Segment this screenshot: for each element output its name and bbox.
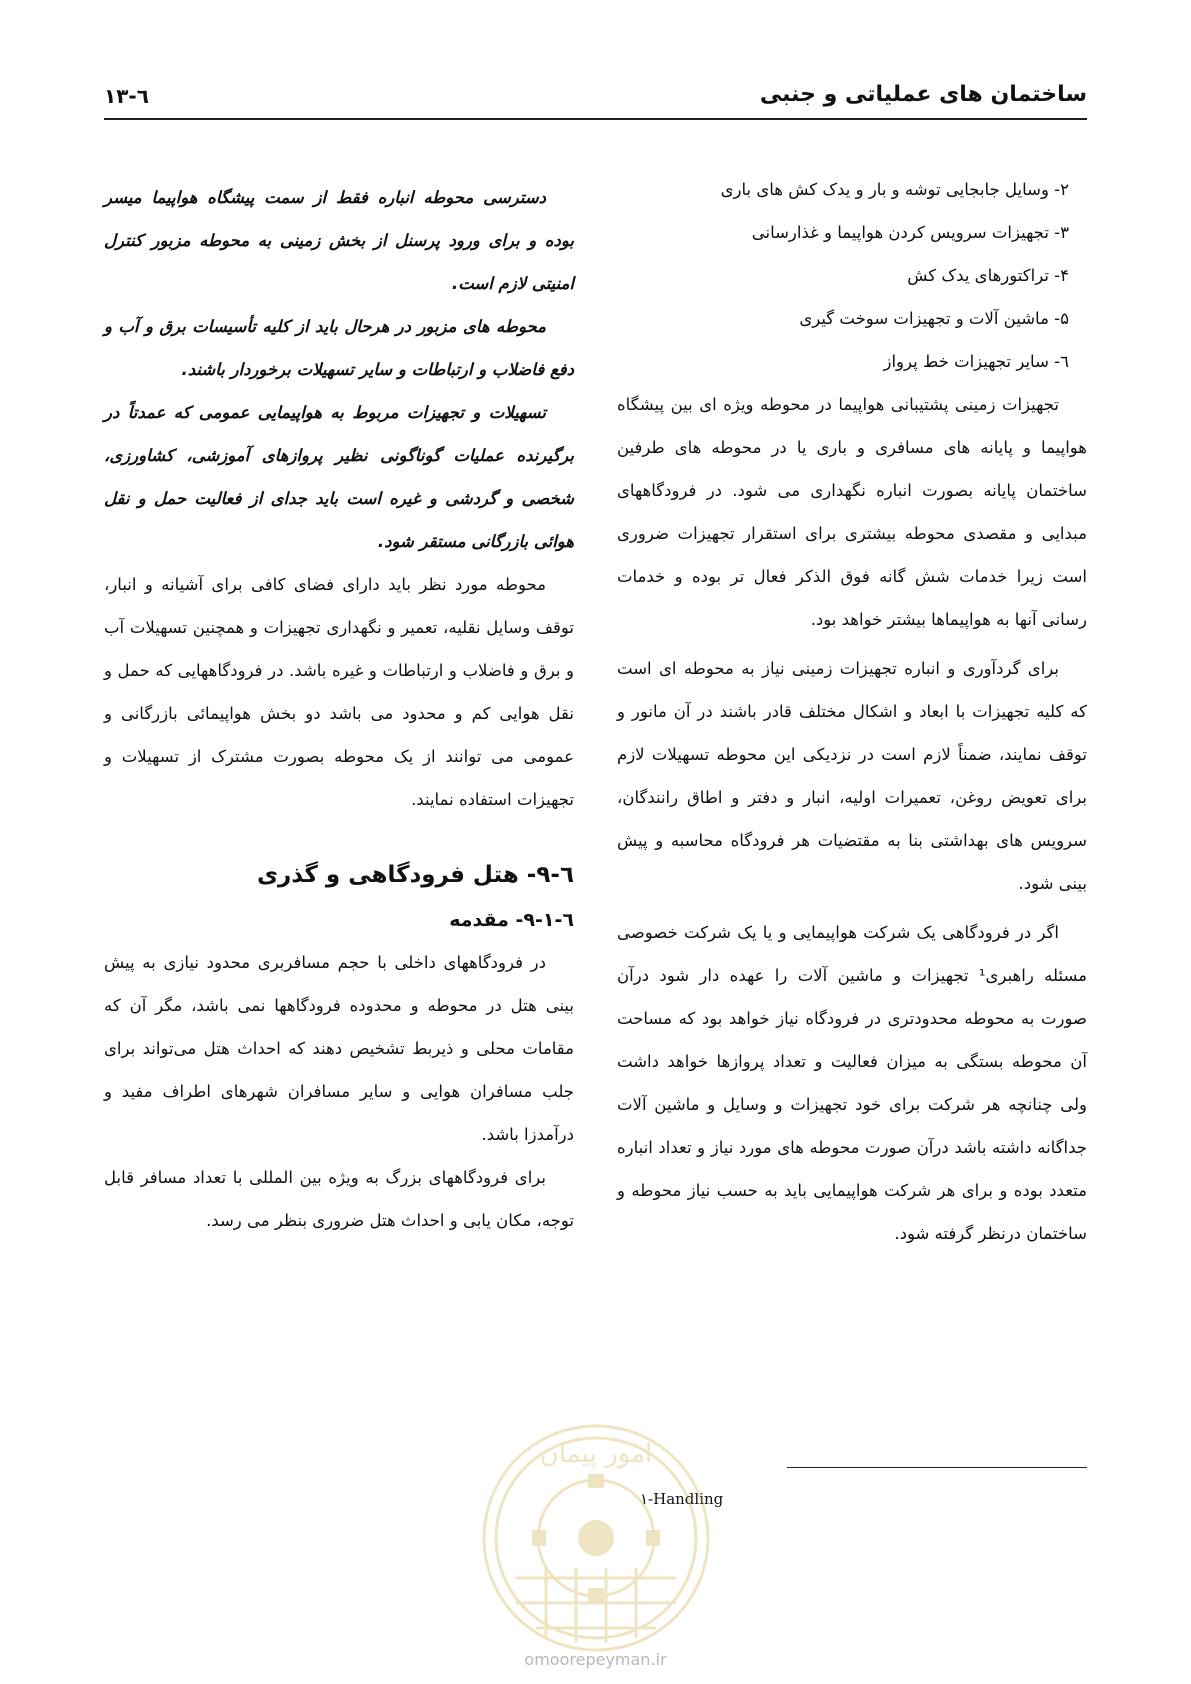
right-column: [617, 168, 1087, 1255]
italic-note: دسترسی محوطه انباره فقط از سمت پیشگاه هواپیما میسر بوده و برای ورود پرسنل از بخش زمینی به محوطه مزبور کنترل امنیتی لازم است.: [104, 188, 574, 293]
body-paragraph: برای گردآوری و انباره تجهیزات زمینی نیاز به محوطه ای است که کلیه تجهیزات با ابعاد و اشکال مختلف قادر باشند در آن مانور و توقف نمایند، ضمناً لازم است در نزدیکی این محوطه تسهیلات لازم برای تعویض روغن، تعمیرات اولیه، انبار و دفتر و اطاق رانندگان، سرویس های بهداشتی بنا به مقتضیات هر فرودگاه محاسبه و پیش بینی شود.: [617, 659, 1087, 893]
list-item: ۲- وسایل جابجایی توشه و بار و یدک کش های باری: [720, 180, 1069, 199]
list-item: ۵- ماشین آلات و تجهیزات سوخت گیری: [799, 309, 1069, 328]
watermark-text: امور پیمان: [539, 1439, 653, 1469]
body-paragraph: برای فرودگاههای بزرگ به ویژه بین المللی با تعداد مسافر قابل توجه، مکان یابی و احداث هتل ضروری بنظر می رسد.: [104, 1168, 574, 1230]
list-item: ٦- سایر تجهیزات خط پرواز: [883, 352, 1069, 371]
italic-note: محوطه های مزبور در هرحال باید از کلیه تأسیسات برق و آب و دفع فاضلاب و ارتباطات و سایر تسهیلات برخوردار باشند.: [104, 317, 574, 379]
footnote-divider: [787, 1467, 1087, 1468]
body-paragraph: اگر در فرودگاهی یک شرکت هواپیمایی و یا یک شرکت خصوصی مسئله راهبری¹ تجهیزات و ماشین آلات را عهده دار شود درآن صورت به محوطه محدودتری در فرودگاه نیاز خواهد بود که مساحت آن محوطه بستگی به میزان فعالیت و تعداد پروازها خواهد داشت ولی چنانچه هر شرکت برای خود تجهیزات و وسایل و ماشین آلات جداگانه داشته باشد درآن صورت محوطه های مورد نیاز و تعداد انباره متعدد بوده و برای هر شرکت هواپیمایی باید به حسب نیاز محوطه و ساختمان درنظر گرفته شود.: [617, 923, 1088, 1243]
chapter-title: ساختمان های عملیاتی و جنبی: [759, 82, 1087, 107]
subsection-heading: ٦-۹-۱- مقدمه: [449, 909, 574, 931]
list-item: ۳- تجهیزات سرویس کردن هواپیما و غذارسانی: [751, 223, 1069, 242]
body-paragraph: در فرودگاههای داخلی با حجم مسافربری محدود نیازی به پیش بینی هتل در محوطه و محدوده فرودگاهها نمی باشد، مگر آن که مقامات محلی و ذیربط تشخیص دهند که احداث هتل می‌تواند برای جلب مسافران هوایی و سایر مسافران شهرهای اطراف مفید و درآمدزا باشد.: [104, 953, 574, 1144]
left-column: [104, 176, 574, 1242]
footnote: ۱-Handling: [640, 1490, 724, 1508]
body-paragraph: محوطه مورد نظر باید دارای فضای کافی برای آشیانه و انبار، توقف وسایل نقلیه، تعمیر و نگهداری تجهیزات و همچنین تسهیلات آب و برق و فاضلاب و ارتباطات و غیره باشد. در فرودگاههایی که حمل و نقل هوایی کم و محدود می باشد دو بخش هواپیمائی بازرگانی و عمومی می توانند از یک محوطه بصورت مشترک از تسهیلات و تجهیزات استفاده نمایند.: [104, 575, 574, 809]
list-item: ۴- تراکتورهای یدک کش: [907, 266, 1069, 285]
source-url: omoorepeyman.ir: [524, 1650, 667, 1669]
section-heading: ٦-۹- هتل فرودگاهی و گذری: [256, 862, 574, 888]
page-header: [104, 78, 1087, 120]
page-number: ۱۳-٦: [104, 84, 149, 108]
body-paragraph: تجهیزات زمینی پشتیبانی هواپیما در محوطه ویژه ای بین پیشگاه هواپیما و پایانه های مسافری و باری یا در محوطه های طرفین ساختمان پایانه بصورت انباره نگهداری می شود. در فرودگاههای مبدایی و مقصدی محوطه بیشتری برای استقرار تجهیزات ضروری است زیرا خدمات شش گانه فوق الذکر فعال تر بوده و خدمات رسانی آنها به هواپیماها بیشتر خواهد بود.: [617, 395, 1087, 629]
italic-note: تسهیلات و تجهیزات مربوط به هواپیمایی عمومی که عمدتاً در برگیرنده عملیات گوناگونی نظیر پروازهای آموزشی، کشاورزی، شخصی و گردشی و غیره است باید جدای از فعالیت حمل و نقل هوائی بازرگانی مستقر شود.: [104, 403, 574, 551]
watermark-logo: [476, 1418, 716, 1658]
